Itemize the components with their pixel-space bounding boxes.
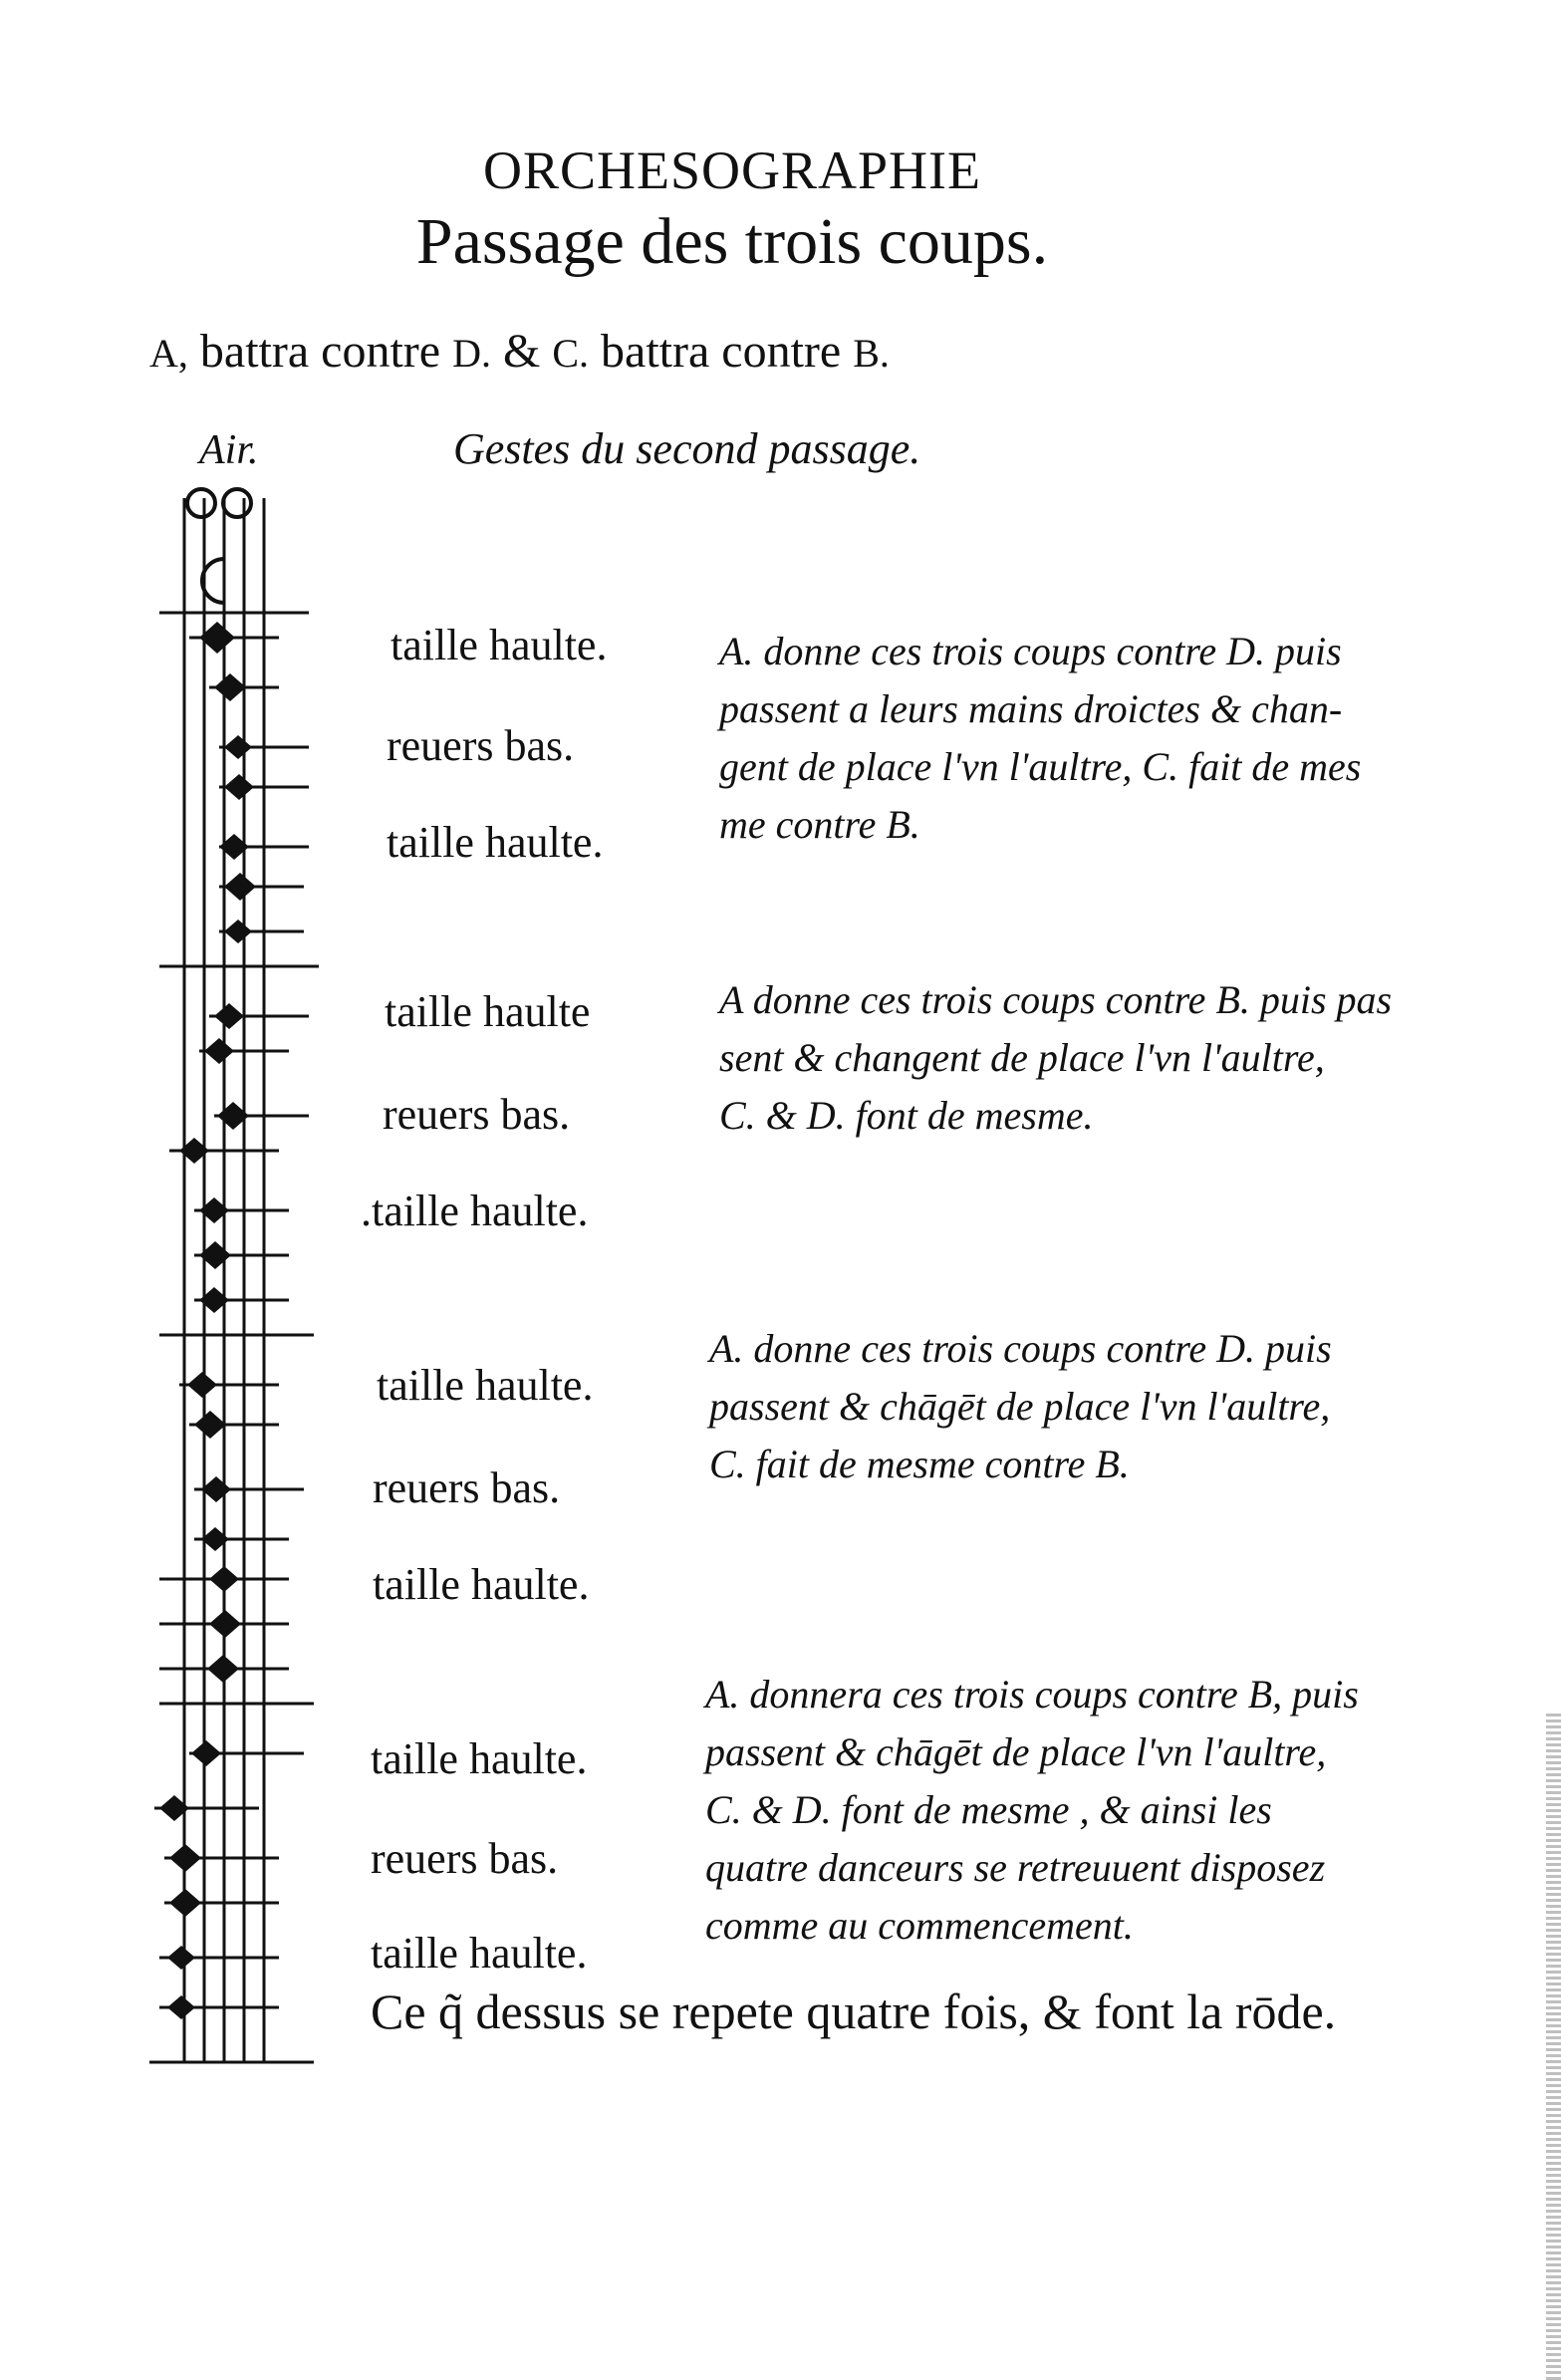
note-line: comme au commencement. xyxy=(705,1903,1134,1948)
step-label: taille haulte xyxy=(385,987,591,1036)
music-staff xyxy=(130,473,329,2087)
step-label: taille haulte. xyxy=(373,1560,590,1609)
air-label: Air. xyxy=(199,427,259,473)
gesture-note xyxy=(719,971,1392,1145)
note-line: C. & D. font de mesme , & ainsi les xyxy=(705,1787,1272,1832)
step-label: reuers bas. xyxy=(371,1834,559,1883)
note-line: me contre B. xyxy=(719,802,920,847)
page-title: Passage des trois coups. xyxy=(415,205,1049,278)
note-line: A donne ces trois coups contre B. puis pas xyxy=(719,977,1393,1022)
instruction-line xyxy=(149,324,890,379)
instruction-pre: battra contre xyxy=(199,325,441,378)
step-label: taille haulte. xyxy=(377,1361,594,1410)
note-line: passent a leurs mains droictes & chan- xyxy=(719,686,1343,731)
note-line: C. & D. font de mesme. xyxy=(719,1093,1094,1138)
running-head: ORCHESOGRAPHIE xyxy=(482,140,982,200)
gesture-note xyxy=(719,623,1361,854)
note-line: C. fait de mesme contre B. xyxy=(709,1442,1130,1486)
note-line: A. donne ces trois coups contre D. puis xyxy=(709,1326,1332,1371)
step-label: taille haulte. xyxy=(371,1929,588,1978)
section-heading: Gestes du second passage. xyxy=(453,424,921,473)
letter-a: A, xyxy=(149,331,188,376)
step-label: taille haulte. xyxy=(371,1734,588,1783)
step-label: .taille haulte. xyxy=(361,1187,589,1235)
step-label: reuers bas. xyxy=(387,721,575,770)
note-line: passent & chāgēt de place l'vn l'aultre, xyxy=(709,1384,1331,1429)
note-line: quatre danceurs se retreuuent disposez xyxy=(705,1845,1326,1890)
gesture-note xyxy=(709,1320,1332,1493)
step-label: taille haulte. xyxy=(387,818,604,867)
step-label: reuers bas. xyxy=(383,1090,571,1139)
note-line: A. donne ces trois coups contre D. puis xyxy=(719,629,1342,673)
closing-line: Ce q̃ dessus se repete quatre fois, & font la rōde. xyxy=(371,1983,1337,2039)
note-line: gent de place l'vn l'aultre, C. fait de mes xyxy=(719,744,1362,789)
letter-d: D. xyxy=(452,331,491,376)
note-line: passent & chāgēt de place l'vn l'aultre, xyxy=(705,1729,1327,1774)
note-line: A. donnera ces trois coups contre B, puis xyxy=(705,1672,1359,1717)
instruction-mid: & xyxy=(502,325,541,378)
gesture-note xyxy=(705,1666,1359,1955)
instruction-post: battra contre xyxy=(601,325,842,378)
step-label: taille haulte. xyxy=(390,621,608,669)
page-edge-shading xyxy=(1546,1714,1561,2380)
letter-c: C. xyxy=(552,331,590,376)
letter-b: B. xyxy=(853,331,890,376)
note-line: sent & changent de place l'vn l'aultre, xyxy=(719,1035,1325,1080)
step-label: reuers bas. xyxy=(373,1463,561,1512)
